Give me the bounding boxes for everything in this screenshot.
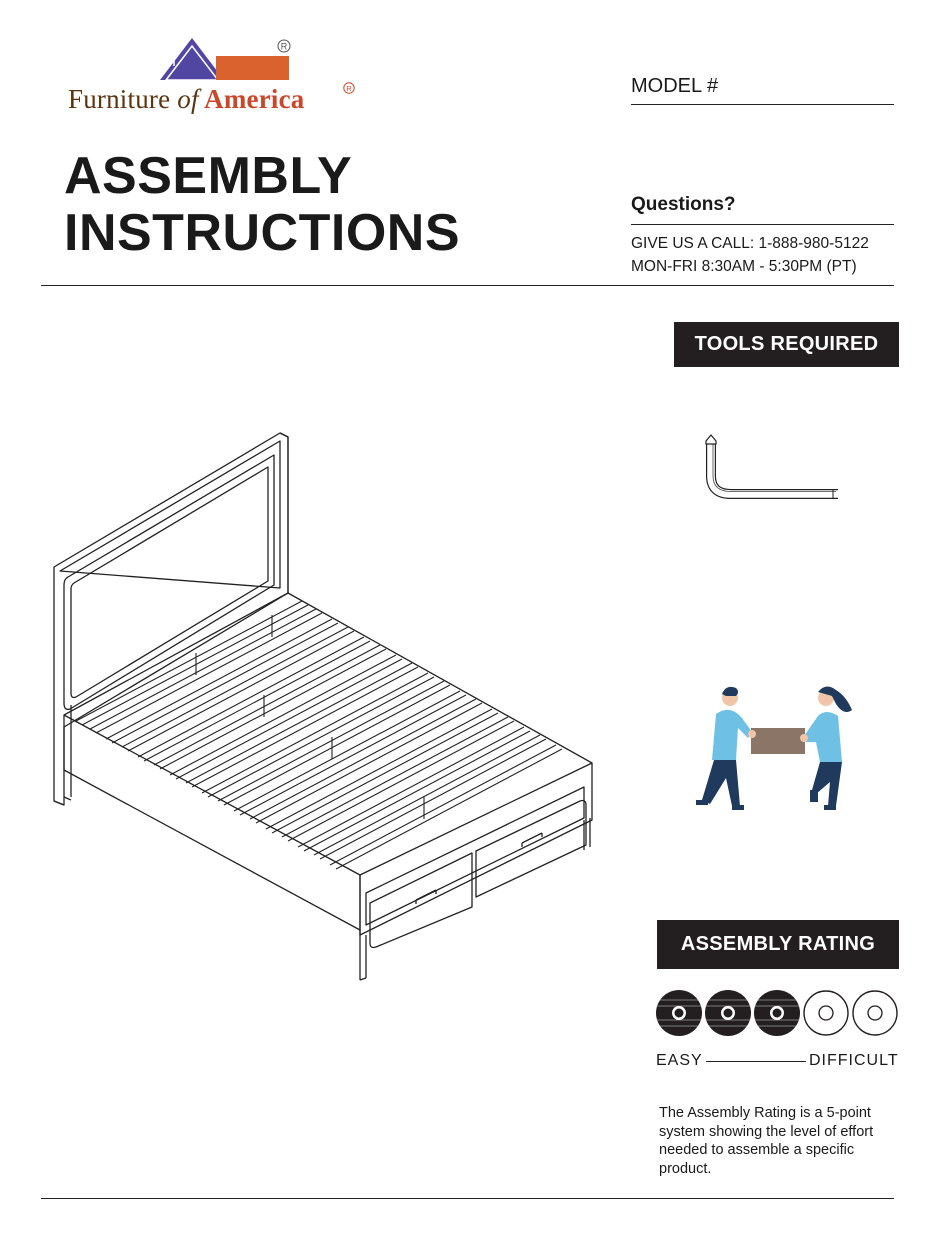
rating-dot-1	[656, 990, 702, 1036]
rating-dot-2	[705, 990, 751, 1036]
rating-dot-4	[804, 991, 848, 1035]
phone-number-text: GIVE US A CALL: 1-888-980-5122	[631, 235, 869, 252]
page-title	[64, 148, 460, 262]
header-divider	[41, 285, 894, 286]
brand-name-part2: of	[177, 84, 199, 114]
brand-name-part3: America	[198, 84, 305, 114]
assembly-rating-banner: ASSEMBLY RATING	[657, 920, 899, 969]
questions-divider	[631, 224, 894, 225]
rating-dot-5	[853, 991, 897, 1035]
model-number-line	[631, 104, 894, 105]
two-person-lift-icon	[686, 682, 866, 814]
svg-text:R: R	[346, 84, 352, 93]
title-line-2: INSTRUCTIONS	[64, 204, 460, 262]
tools-required-banner: TOOLS REQUIRED	[674, 322, 899, 367]
rating-scale	[654, 988, 902, 1040]
difficulty-scale-line	[706, 1061, 806, 1062]
svg-text:R: R	[280, 41, 288, 52]
brand-name-part1: Furniture	[68, 84, 178, 114]
slats	[76, 601, 562, 869]
registered-mark-icon	[343, 82, 355, 94]
allen-key-icon	[700, 432, 850, 504]
business-hours-text: MON-FRI 8:30AM - 5:30PM (PT)	[631, 258, 857, 275]
easy-label: EASY	[656, 1052, 703, 1069]
bed-illustration	[44, 425, 604, 990]
title-line-1: ASSEMBLY	[64, 147, 353, 205]
model-label: MODEL #	[631, 75, 719, 97]
questions-heading: Questions?	[631, 194, 736, 215]
rating-dot-3	[754, 990, 800, 1036]
brand-name	[68, 84, 304, 115]
footer-divider	[41, 1198, 894, 1199]
rating-description: The Assembly Rating is a 5-point system showing the level of effort needed to assemble a specific product.	[659, 1105, 874, 1177]
difficult-label: DIFFICULT	[809, 1052, 899, 1069]
